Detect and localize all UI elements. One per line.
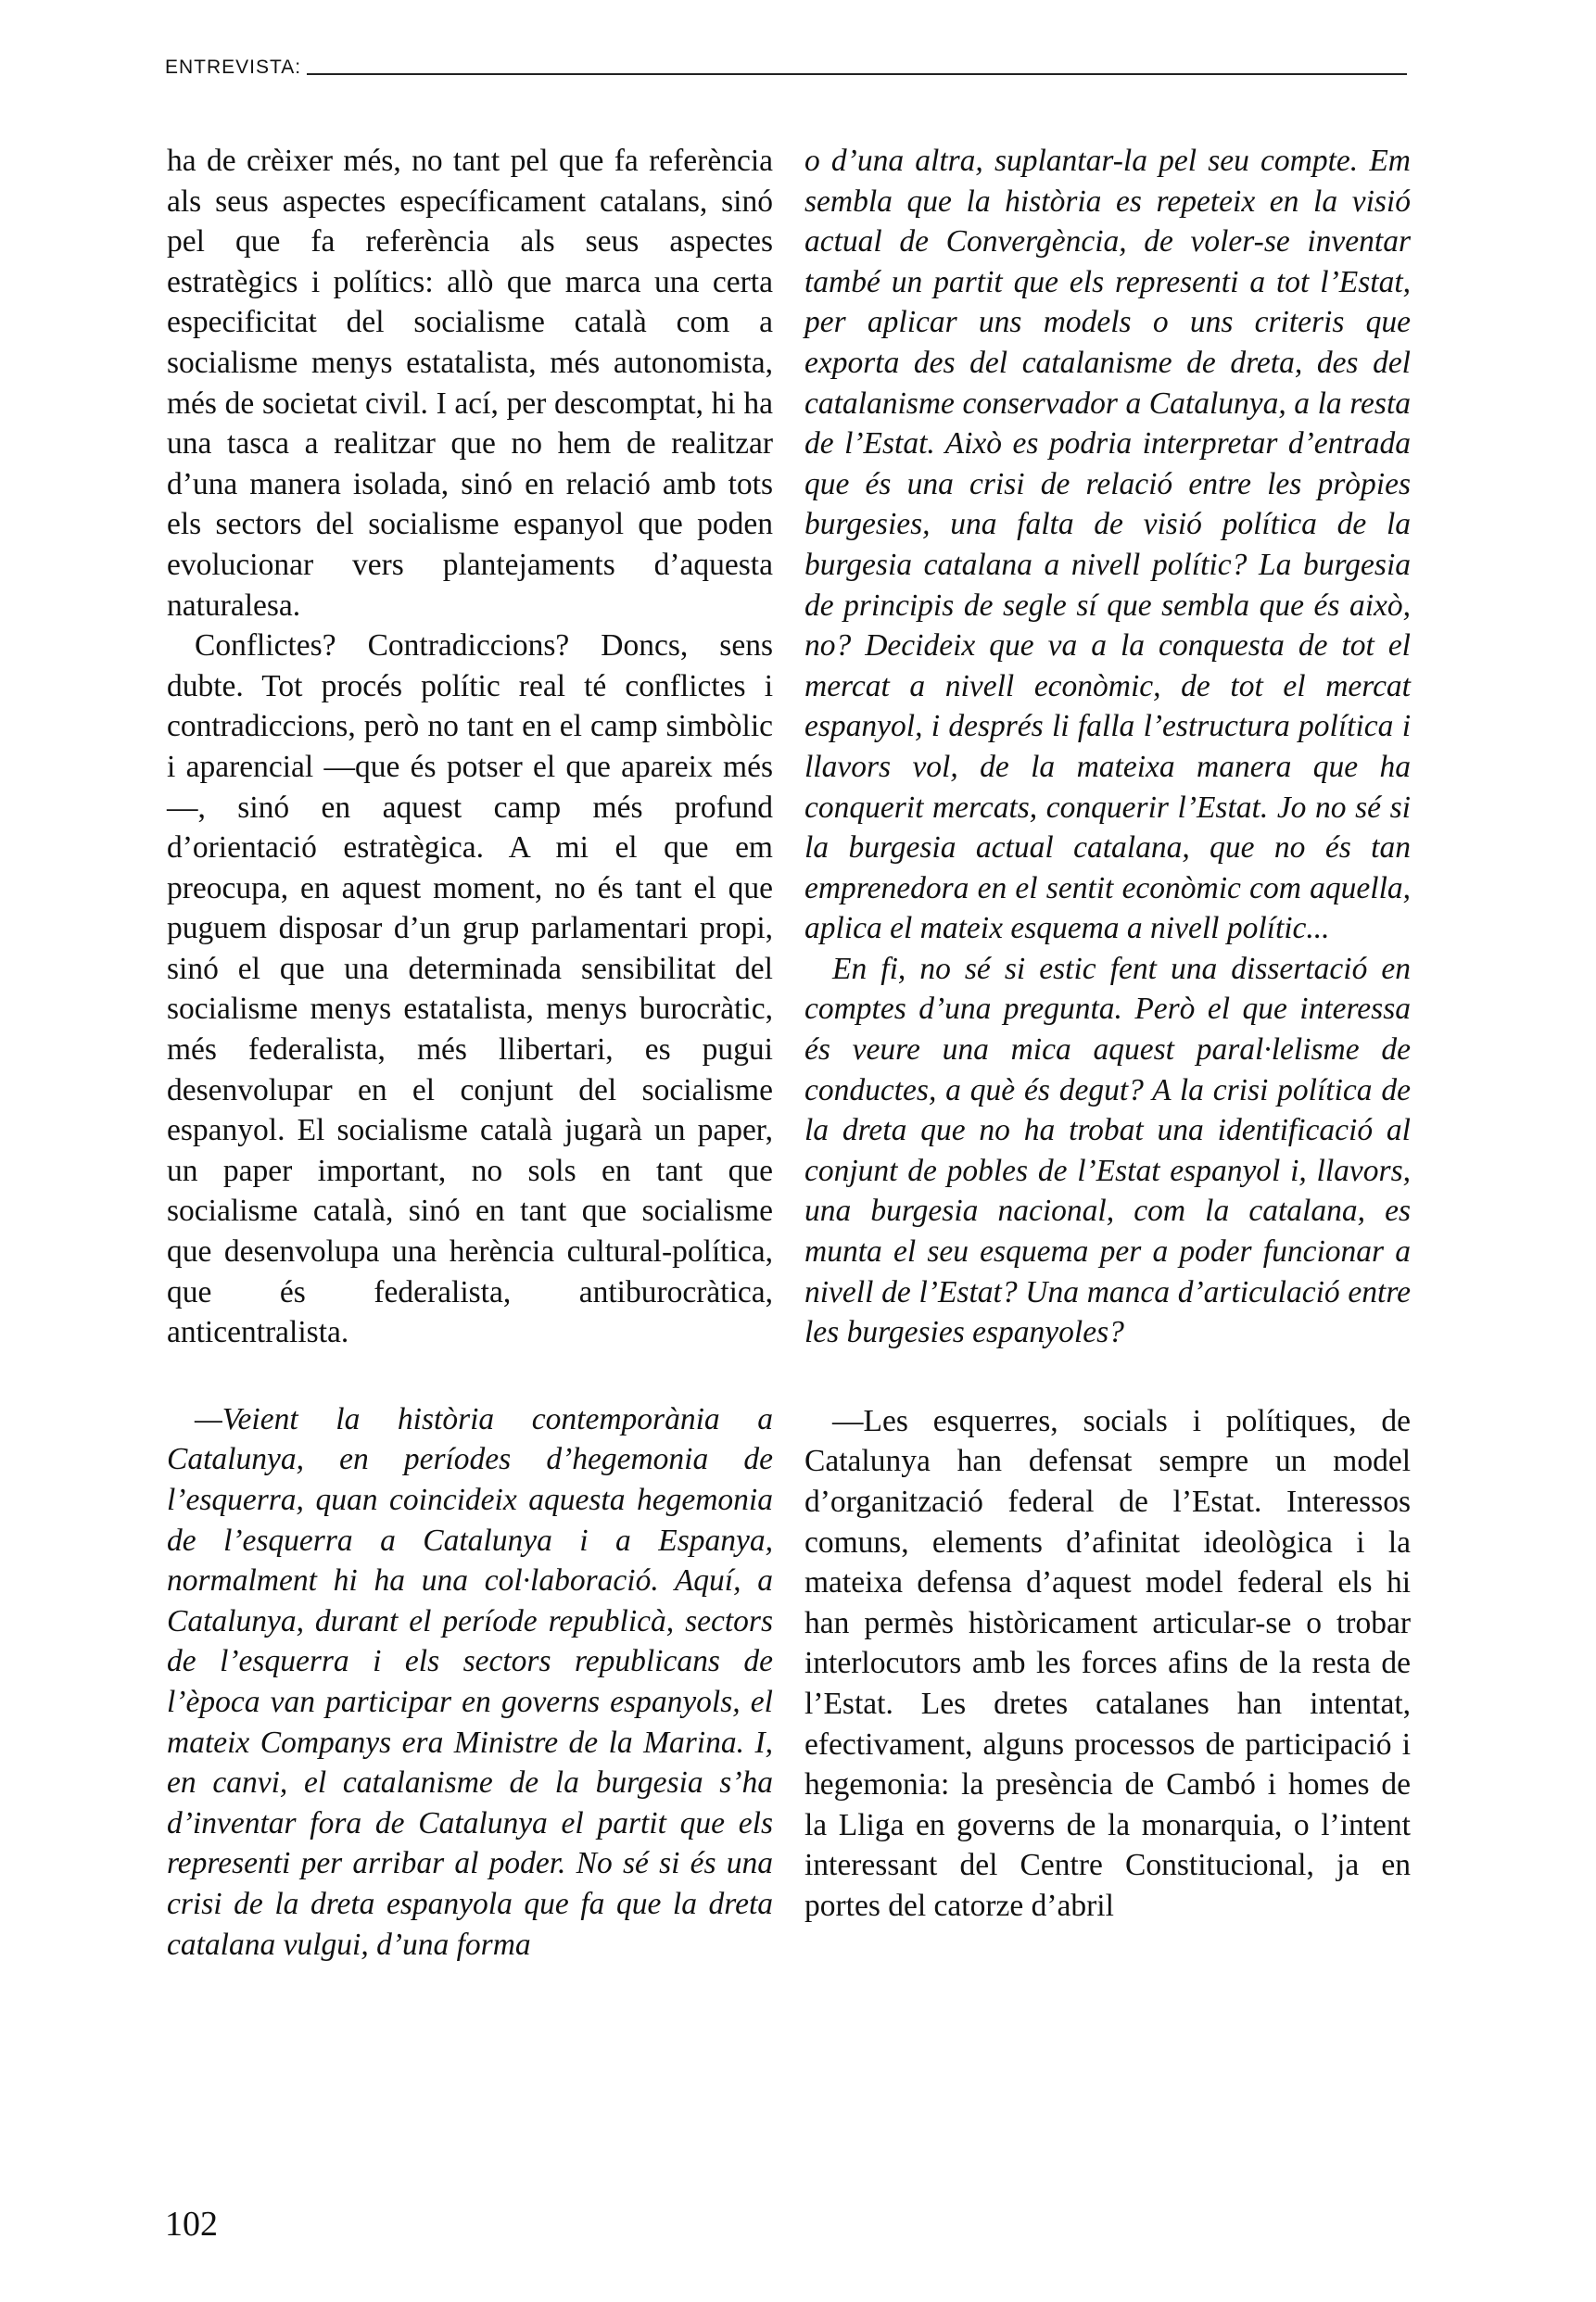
paragraph-gap [167,1353,773,1399]
question-paragraph-2: En fi, no sé si estic fent una dissertació en comptes d’una pregunta. Però el que interessa és veure una mica aquest paral·lelisme de conductes, a què és degut? A la crisi política de la dreta que no ha trobat una identificació al conjunt de pobles de l’Estat espanyol i, llavors, una burgesia nacional, com la catalana, es munta el seu esquema per a poder funcionar a nivell de l’Estat? Una manca d’articulació entre les burgesies espanyoles? [804,951,1411,1350]
header-rule [307,73,1407,75]
right-column [804,141,1411,1927]
left-column [167,141,773,1965]
answer-paragraph-1: ha de crèixer més, no tant pel que fa referència als seus aspectes específicament catalans, sinó pel que fa referència als seus aspectes estratègics i polítics: allò que marca una certa especificitat del socialisme català com a socialisme menys estatalista, més autonomista, més de societat civil. I ací, per descomptat, hi ha una tasca a realitzar que no hem de realitzar d’una manera isolada, sinó en relació amb tots els sectors del socialisme espanyol que poden evolucionar vers plantejaments d’aquesta naturalesa. [167,144,773,623]
running-header [165,54,1407,78]
question-paragraph-1-continued: o d’una altra, suplantar-la pel seu compte. Em sembla que la història es repeteix en la visió actual de Convergència, de voler-se inventar també un partit que els representi a tot l’Estat, per aplicar uns models o uns criteris que exporta des del catalanisme de dreta, des del catalanisme conservador a Catalunya, a la resta de l’Estat. Això es podria interpretar d’entrada que és una crisi de relació entre les pròpies burgesies, una falta de visió política de la burgesia catalana a nivell polític? La burgesia de principis de segle sí que sembla que és això, no? Decideix que va a la conquesta de tot el mercat a nivell econòmic, de tot el mercat espanyol, i després li falla l’estructura política i llavors vol, de la mateixa manera que ha conquerit mercats, conquerir l’Estat. Jo no sé si la burgesia actual catalana, que no és tan emprenedora en el sentit econòmic com aquella, aplica el mateix esquema a nivell polític... [804,144,1411,946]
section-label: ENTREVISTA: [165,57,302,78]
question-paragraph-1: —Veient la història contemporània a Catalunya, en períodes d’hegemonia de l’esquerra, quan coincideix aquesta hegemonia de l’esquerra a Catalunya i a Espanya, normalment hi ha una col·laboració. Aquí, a Catalunya, durant el període republicà, sectors de l’esquerra i els sectors republicans de l’època van participar en governs espanyols, el mateix Companys era Ministre de la Marina. I, en canvi, el catalanisme de la burgesia s’ha d’inventar fora de Catalunya el partit que els representi per arribar al poder. No sé si és una crisi de la dreta espanyola que fa que la dreta catalana vulgui, d’una forma [167,1401,773,1962]
page-number: 102 [165,2205,218,2244]
answer-paragraph-2: Conflictes? Contradiccions? Doncs, sens dubte. Tot procés polític real té conflictes i contradiccions, però no tant en el camp simbòlic i aparencial —que és potser el que apareix més—, sinó en aquest camp més profund d’orientació estratègica. A mi el que em preocupa, en aquest moment, no és tant el que puguem disposar d’un grup parlamentari propi, sinó el que una determinada sensibilitat del socialisme menys estatalista, menys burocràtic, més federalista, més llibertari, es pugui desenvolupar en el conjunt del socialisme espanyol. El socialisme català jugarà un paper, un paper important, no sols en tant que socialisme català, sinó en tant que socialisme que desenvolupa una herència cultural-política, que és federalista, antiburocràtica, anticentralista. [167,628,773,1350]
answer-paragraph-3: —Les esquerres, socials i polítiques, de Catalunya han defensat sempre un model d’organització federal de l’Estat. Interessos comuns, elements d’afinitat ideològica i la mateixa defensa d’aquest model federal els hi han permès històricament articular-se o trobar interlocutors amb les forces afins de la resta de l’Estat. Les dretes catalanes han intentat, efectivament, alguns processos de participació i hegemonia: la presència de Cambó i homes de la Lliga en governs de la monarquia, o l’intent interessant del Centre Constitucional, ja en portes del catorze d’abril [804,1403,1411,1923]
paragraph-gap [804,1353,1411,1401]
